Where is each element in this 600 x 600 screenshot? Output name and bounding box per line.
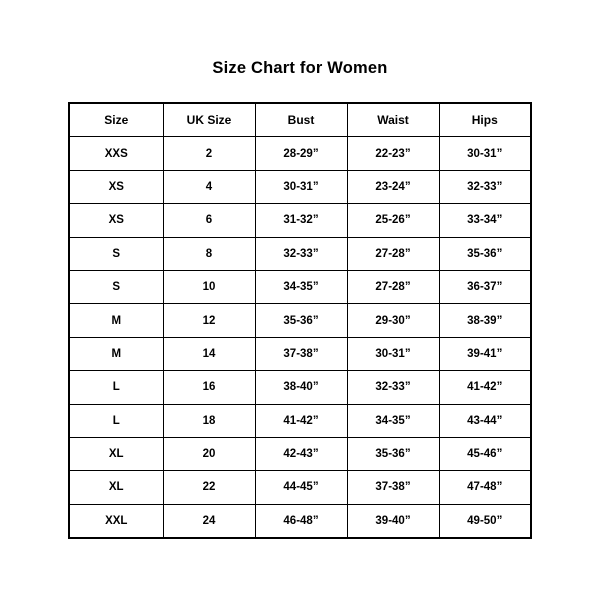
cell-uk-size: 24 xyxy=(163,504,255,538)
cell-hips: 33-34” xyxy=(439,204,531,237)
cell-hips: 39-41” xyxy=(439,337,531,370)
cell-hips: 45-46” xyxy=(439,437,531,470)
cell-bust: 28-29” xyxy=(255,137,347,170)
cell-size: XL xyxy=(69,437,163,470)
cell-hips: 36-37” xyxy=(439,270,531,303)
cell-size: XXL xyxy=(69,504,163,538)
cell-waist: 30-31” xyxy=(347,337,439,370)
cell-waist: 37-38” xyxy=(347,471,439,504)
table-body xyxy=(69,137,531,538)
cell-bust: 38-40” xyxy=(255,371,347,404)
cell-bust: 41-42” xyxy=(255,404,347,437)
cell-waist: 27-28” xyxy=(347,237,439,270)
cell-waist: 29-30” xyxy=(347,304,439,337)
cell-waist: 35-36” xyxy=(347,437,439,470)
column-header-uk-size: UK Size xyxy=(163,103,255,137)
cell-uk-size: 10 xyxy=(163,270,255,303)
cell-waist: 39-40” xyxy=(347,504,439,538)
cell-size: L xyxy=(69,371,163,404)
cell-uk-size: 2 xyxy=(163,137,255,170)
table-row xyxy=(69,404,531,437)
cell-waist: 25-26” xyxy=(347,204,439,237)
table-row xyxy=(69,304,531,337)
cell-uk-size: 8 xyxy=(163,237,255,270)
cell-uk-size: 14 xyxy=(163,337,255,370)
cell-hips: 30-31” xyxy=(439,137,531,170)
table-row xyxy=(69,170,531,203)
cell-hips: 49-50” xyxy=(439,504,531,538)
cell-waist: 32-33” xyxy=(347,371,439,404)
cell-bust: 37-38” xyxy=(255,337,347,370)
cell-uk-size: 18 xyxy=(163,404,255,437)
table-row xyxy=(69,204,531,237)
cell-hips: 41-42” xyxy=(439,371,531,404)
table-row xyxy=(69,471,531,504)
table-row xyxy=(69,270,531,303)
cell-hips: 32-33” xyxy=(439,170,531,203)
cell-uk-size: 4 xyxy=(163,170,255,203)
cell-bust: 35-36” xyxy=(255,304,347,337)
cell-size: XL xyxy=(69,471,163,504)
cell-bust: 32-33” xyxy=(255,237,347,270)
size-chart-table xyxy=(68,102,532,539)
column-header-waist: Waist xyxy=(347,103,439,137)
cell-waist: 23-24” xyxy=(347,170,439,203)
cell-bust: 42-43” xyxy=(255,437,347,470)
cell-bust: 44-45” xyxy=(255,471,347,504)
cell-size: XS xyxy=(69,170,163,203)
cell-bust: 30-31” xyxy=(255,170,347,203)
cell-uk-size: 6 xyxy=(163,204,255,237)
cell-waist: 22-23” xyxy=(347,137,439,170)
cell-uk-size: 12 xyxy=(163,304,255,337)
table-row xyxy=(69,337,531,370)
cell-size: M xyxy=(69,337,163,370)
table-header-row xyxy=(69,103,531,137)
cell-size: S xyxy=(69,270,163,303)
cell-hips: 38-39” xyxy=(439,304,531,337)
page-title: Size Chart for Women xyxy=(212,59,388,77)
size-chart-table-container xyxy=(68,102,532,539)
cell-waist: 34-35” xyxy=(347,404,439,437)
cell-hips: 35-36” xyxy=(439,237,531,270)
cell-uk-size: 22 xyxy=(163,471,255,504)
table-header xyxy=(69,103,531,137)
cell-size: S xyxy=(69,237,163,270)
cell-hips: 47-48” xyxy=(439,471,531,504)
column-header-bust: Bust xyxy=(255,103,347,137)
cell-size: L xyxy=(69,404,163,437)
table-row xyxy=(69,437,531,470)
cell-hips: 43-44” xyxy=(439,404,531,437)
table-row xyxy=(69,504,531,538)
table-row xyxy=(69,237,531,270)
cell-waist: 27-28” xyxy=(347,270,439,303)
cell-bust: 46-48” xyxy=(255,504,347,538)
cell-uk-size: 16 xyxy=(163,371,255,404)
column-header-hips: Hips xyxy=(439,103,531,137)
cell-size: M xyxy=(69,304,163,337)
table-row xyxy=(69,371,531,404)
cell-uk-size: 20 xyxy=(163,437,255,470)
cell-size: XS xyxy=(69,204,163,237)
cell-bust: 34-35” xyxy=(255,270,347,303)
cell-size: XXS xyxy=(69,137,163,170)
table-row xyxy=(69,137,531,170)
column-header-size: Size xyxy=(69,103,163,137)
cell-bust: 31-32” xyxy=(255,204,347,237)
